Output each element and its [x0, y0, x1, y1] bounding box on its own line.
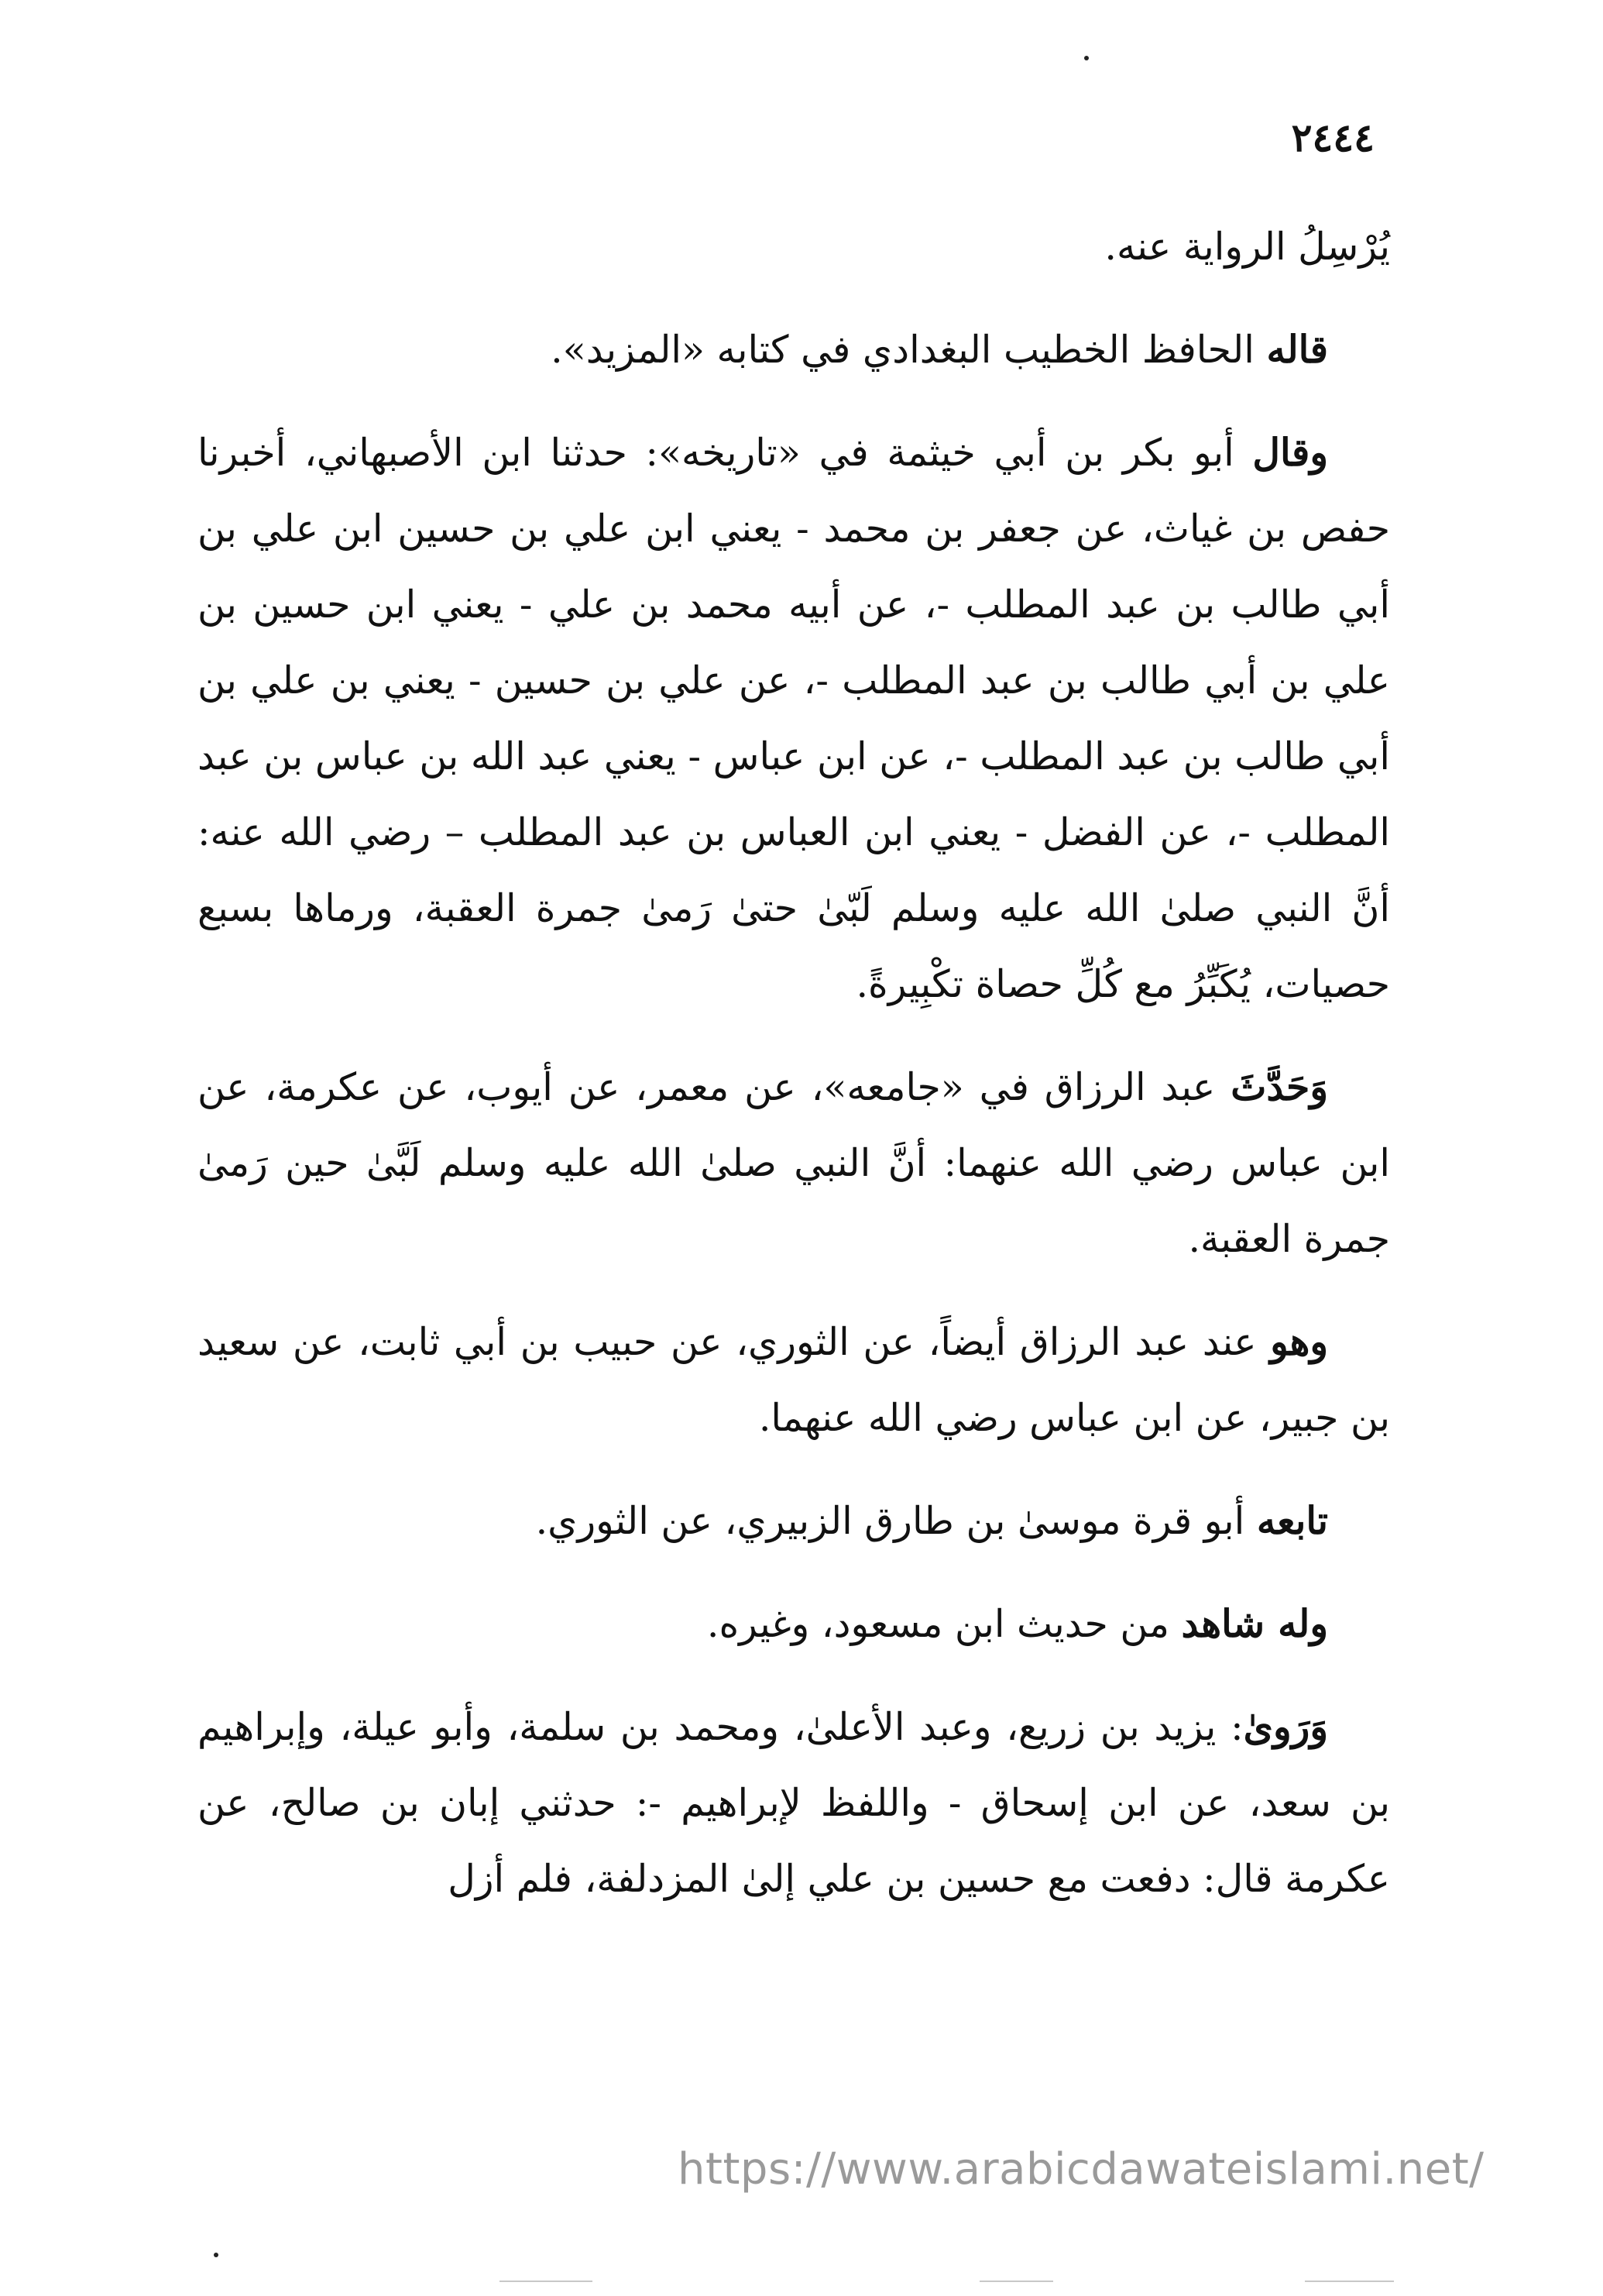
paragraph-continuation	[197, 209, 1390, 285]
scan-edge-mark	[499, 2281, 592, 2282]
paragraph-lead-word: وله شاهد	[1181, 1601, 1328, 1646]
scan-edge-mark	[980, 2281, 1053, 2282]
paragraph-lead-word: وقال	[1252, 430, 1328, 475]
paragraph-text: عبد الرزاق في «جامعه»، عن معمر، عن أيوب، عن عكرمة، عن ابن عباس رضي الله عنهما: أنَّ النبي صلىٰ الله عليه وسلم لَبَّىٰ حين رَمىٰ جمرة العقبة.	[197, 1065, 1390, 1261]
body-text	[197, 209, 1390, 1944]
paragraph-text: من حديث ابن مسعود، وغيره.	[706, 1602, 1182, 1646]
paragraph-lead-word: قاله	[1266, 327, 1328, 372]
paragraph	[197, 1586, 1390, 1662]
watermark-url: https://www.arabicdawateislami.net/	[678, 2144, 1485, 2195]
page-number: ٢٤٤٤	[1291, 115, 1375, 160]
paragraph-text: : يزيد بن زريع، وعبد الأعلىٰ، ومحمد بن سلمة، وأبو عيلة، وإبراهيم بن سعد، عن ابن إسحاق - واللفظ لإبراهيم -: حدثني إبان بن صالح، عن عكرمة قال: دفعت مع حسين بن علي إلىٰ المزدلفة، فلم أزل	[197, 1705, 1390, 1901]
paragraph-text: عند عبد الرزاق أيضاً، عن الثوري، عن حبيب بن أبي ثابت، عن سعيد بن جبير، عن ابن عباس رضي الله عنهما.	[197, 1320, 1390, 1440]
speck-mark	[1084, 56, 1089, 60]
paragraph-lead-word: وَرَوىٰ	[1243, 1704, 1328, 1749]
paragraph-lead-word: وَحَدَّثَ	[1231, 1064, 1328, 1109]
paragraph	[197, 1483, 1390, 1559]
paragraph	[197, 414, 1390, 1023]
paragraph-text: الحافظ الخطيب البغدادي في كتابه «المزيد».	[551, 328, 1267, 372]
paragraph-text: يُرْسِلُ الرواية عنه.	[1104, 225, 1390, 269]
speck-mark	[214, 2253, 218, 2257]
paragraph	[197, 1049, 1390, 1277]
paragraph-text: أبو بكر بن أبي خيثمة في «تاريخه»: حدثنا ابن الأصبهاني، أخبرنا حفص بن غياث، عن جعفر بن محمد - يعني ابن علي بن حسين ابن علي بن أبي طالب بن عبد المطلب -، عن أبيه محمد بن علي - يعني ابن حسين بن علي بن أبي طالب بن عبد المطلب -، عن علي بن حسين - يعني بن علي بن أبي طالب بن عبد المطلب -، عن ابن عباس - يعني عبد الله بن عباس بن عبد المطلب -، عن الفضل - يعني ابن العباس بن عبد المطلب – رضي الله عنه: أنَّ النبي صلىٰ الله عليه وسلم لَبّىٰ حتىٰ رَمىٰ جمرة العقبة، ورماها بسبع حصيات، يُكَبِّرُ مع كُلِّ حصاة تكْبِيرةً.	[197, 431, 1390, 1006]
scan-edge-mark	[1305, 2281, 1394, 2282]
paragraph-lead-word: تابعه	[1256, 1498, 1328, 1543]
paragraph-lead-word: وهو	[1270, 1319, 1328, 1364]
paragraph	[197, 1304, 1390, 1456]
paragraph	[197, 1689, 1390, 1917]
paragraph-text: أبو قرة موسىٰ بن طارق الزبيري، عن الثوري.	[535, 1499, 1257, 1543]
paragraph	[197, 311, 1390, 388]
